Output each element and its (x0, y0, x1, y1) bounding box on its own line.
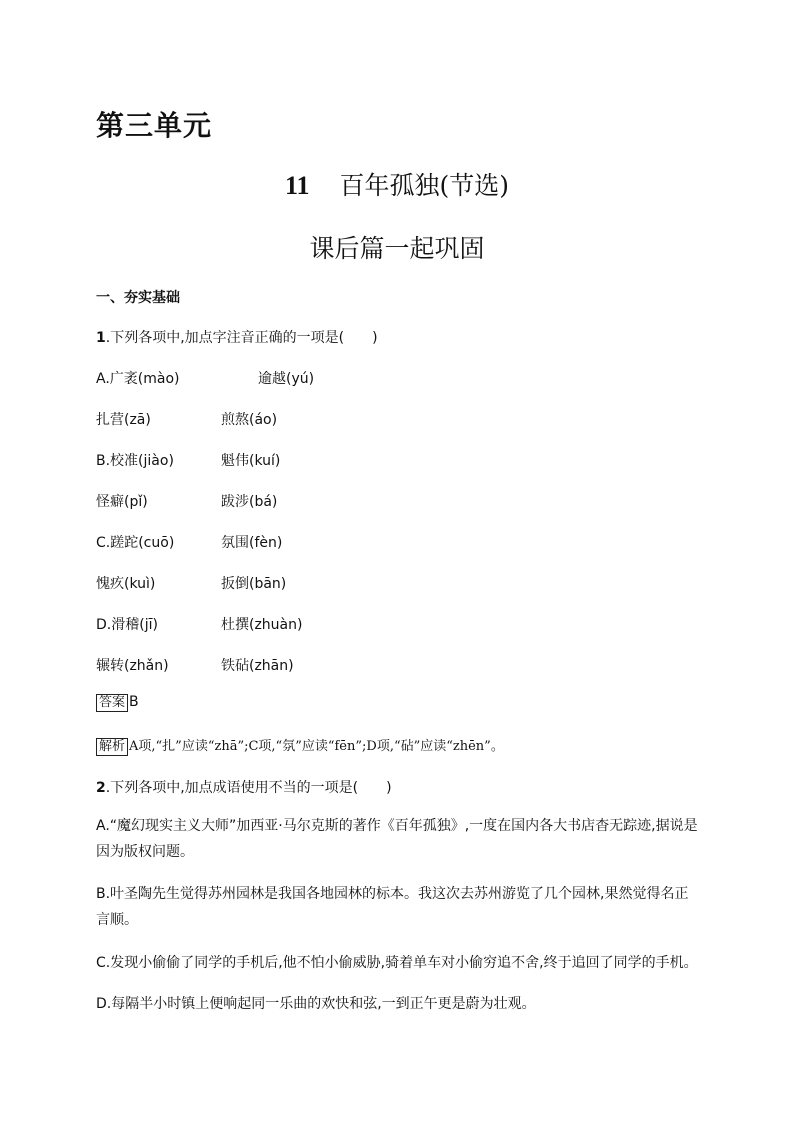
answer-tag: 答案 (96, 694, 128, 712)
lesson-number: 11 (284, 171, 310, 200)
answer-value: B (129, 694, 139, 710)
analysis-text: A项,“扎”应读“zhā”;C项,“氛”应读“fēn”;D项,“砧”应读“zhēn”。 (129, 739, 504, 754)
q1-option-b-1: B.校准(jiào) (96, 453, 174, 469)
q1-answer (96, 694, 139, 712)
q1-option-b-3: 怪癖(pǐ) (96, 494, 148, 510)
q1-option-d-4: 铁砧(zhān) (221, 658, 294, 674)
subtitle: 课后篇一起巩固 (309, 234, 485, 263)
q1-option-a-2: 逾越(yú) (258, 371, 315, 387)
q1-option-c-1: C.蹉跎(cuō) (96, 535, 175, 551)
q1-option-c-4: 扳倒(bān) (221, 576, 287, 592)
q1-option-a-3: 扎营(zā) (96, 412, 151, 428)
q1-option-b-4: 跋涉(bá) (221, 494, 278, 510)
q1-option-d-2: 杜撰(zhuàn) (221, 617, 303, 633)
q1-option-d-3: 辗转(zhǎn) (96, 658, 169, 674)
lesson-name: 百年孤独(节选) (339, 171, 510, 200)
q1-analysis (96, 735, 504, 756)
question-number: 2 (96, 780, 106, 796)
question-1-stem (96, 327, 378, 347)
q1-option-c-2: 氛围(fèn) (221, 535, 283, 551)
q1-option-a-1: A.广袤(mào) (96, 371, 180, 387)
q1-option-b-2: 魁伟(kuí) (221, 453, 281, 469)
q1-option-c-3: 愧疚(kuì) (96, 576, 156, 592)
question-text: .下列各项中,加点字注音正确的一项是( ) (105, 330, 378, 346)
question-text: .下列各项中,加点成语使用不当的一项是( ) (105, 780, 392, 796)
q2-option-d: D.每隔半小时镇上便响起同一乐曲的欢快和弦,一到正午更是蔚为壮观。 (96, 996, 536, 1012)
analysis-tag: 解析 (96, 738, 128, 756)
question-2-stem (96, 777, 392, 797)
section-heading: 一、夯实基础 (96, 290, 180, 306)
question-number: 1 (96, 330, 106, 346)
lesson-title (0, 166, 794, 202)
q2-option-b: B.叶圣陶先生觉得苏州园林是我国各地园林的标本。我这次去苏州游览了几个园林,果然觉得名正言顺。 (96, 886, 689, 928)
q1-option-a-4: 煎熬(áo) (221, 412, 278, 428)
q1-option-d-1: D.滑稽(jī) (96, 617, 158, 633)
q2-option-c: C.发现小偷偷了同学的手机后,他不怕小偷威胁,骑着单车对小偷穷追不舍,终于追回了同学的手机。 (96, 955, 698, 971)
unit-title: 第三单元 (96, 109, 213, 142)
q2-option-a: A.“魔幻现实主义大师”加西亚·马尔克斯的著作《百年孤独》,一度在国内各大书店杳无踪迹,据说是因为版权问题。 (96, 818, 698, 860)
